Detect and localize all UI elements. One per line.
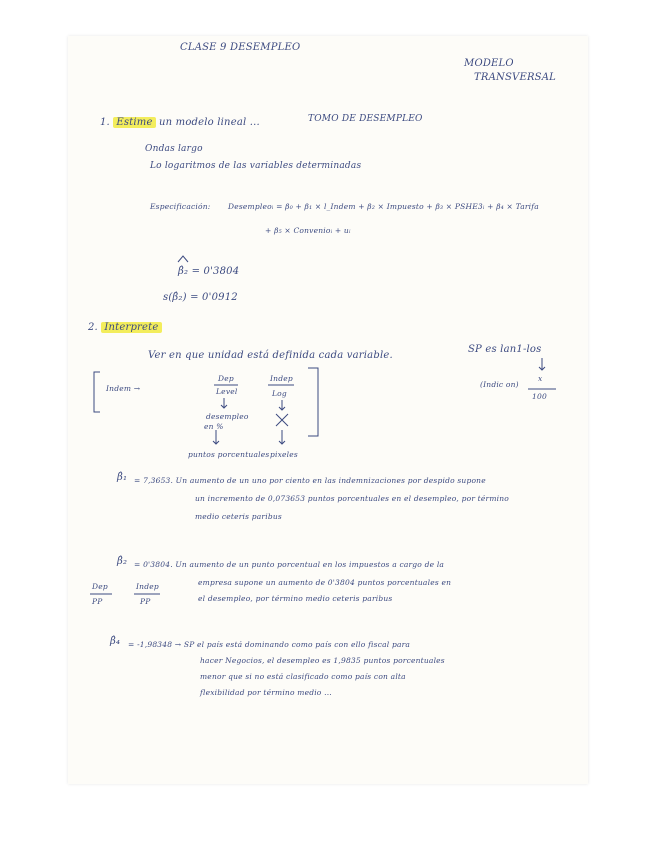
spec-equation-1: Desempleoᵢ = β₀ + β₁ × l_Indem + β₂ × Impuesto + β₃ × PSHE3ᵢ + β₄ × Tarifa — [228, 202, 539, 211]
col2-arrow-1 — [279, 400, 285, 410]
section1-text: un modelo lineal ... — [158, 117, 260, 128]
beta1-line-3: medio ceteris paribus — [195, 512, 282, 521]
section1-sub2: Lo logaritmos de las variables determinadas — [150, 161, 362, 171]
col1-note-2: en % — [204, 422, 224, 431]
beta2-line-3: el desempleo, por término medio ceteris paribus — [198, 594, 393, 603]
section1-topic: TOMO DE DESEMPLEO — [308, 114, 423, 124]
section2-number: 2. — [88, 322, 98, 333]
bottom-note-1: puntos porcentuales — [188, 450, 270, 459]
col2-arrow-2 — [279, 430, 285, 444]
indem-label: Indem → — [106, 384, 141, 393]
beta2-line-1: = 0'3804. Un aumento de un punto porcentual en los impuestos a cargo de la — [134, 560, 445, 569]
spec-label: Especificación: — [150, 202, 211, 211]
dep-pp-unit: PP — [92, 597, 103, 606]
indep-pp-unit: PP — [140, 597, 151, 606]
sp-formula-numerator: x — [538, 374, 543, 383]
bottom-note-2: pixeles — [270, 450, 298, 459]
spec-equation-2: + β₅ × Convenioᵢ + uᵢ — [265, 226, 351, 235]
section2-highlight: Interprete — [101, 322, 161, 333]
beta4-line-2: hacer Negocios, el desempleo es 1,9835 puntos porcentuales — [200, 656, 445, 665]
left-bracket — [94, 372, 100, 412]
beta1-line-1: = 7,3653. Un aumento de un uno por ciento en las indemnizaciones por despido supone — [134, 476, 486, 485]
beta2-estimate: β̂₂ = 0'3804 — [178, 266, 240, 277]
dep-pp-label: Dep — [92, 582, 108, 591]
beta1-label: β̂₁ — [117, 472, 128, 483]
section1-sub1: Ondas largo — [145, 144, 203, 154]
col1-header-2: Level — [216, 387, 238, 396]
beta2-std-error: s(β̂₂) = 0'0912 — [163, 292, 238, 303]
col1-arrow-2 — [213, 430, 219, 444]
page-title: CLASE 9 DESEMPLEO — [180, 42, 301, 53]
sp-formula-label: (Indic on) — [480, 380, 519, 389]
section1-highlight: Estime — [113, 117, 155, 128]
beta2-label: β̂₂ — [117, 556, 128, 567]
beta4-line-1: = -1,98348 → SP el país está dominando como país con ello fiscal para — [128, 640, 411, 649]
col2-cross — [276, 414, 288, 426]
beta2-line-2: empresa supone un aumento de 0'3804 puntos porcentuales en — [198, 578, 452, 587]
beta1-line-2: un incremento de 0,073653 puntos porcentuales en el desempleo, por término — [195, 494, 509, 503]
section1-number: 1. — [100, 117, 110, 128]
sp-formula-denominator: 100 — [532, 392, 547, 401]
col2-header-1: Indep — [270, 374, 293, 383]
model-label-line2: TRANSVERSAL — [474, 72, 556, 83]
col1-arrow-1 — [221, 398, 227, 408]
model-label-line1: MODELO — [464, 58, 514, 69]
col2-header-2: Log — [272, 389, 287, 398]
section2-intro: Ver en que unidad está definida cada variable. — [148, 350, 393, 361]
sp-note: SP es lan1-los — [468, 344, 542, 355]
beta2-hat — [178, 256, 188, 262]
beta4-line-4: flexibilidad por término medio ... — [200, 688, 332, 697]
col1-header-1: Dep — [218, 374, 234, 383]
right-bracket — [308, 368, 318, 436]
beta4-label: β̂₄ — [110, 636, 121, 647]
sp-arrow — [539, 358, 545, 370]
indep-pp-label: Indep — [136, 582, 159, 591]
beta4-line-3: menor que si no está clasificado como país con alta — [200, 672, 406, 681]
col1-note-1: desempleo — [206, 412, 249, 421]
